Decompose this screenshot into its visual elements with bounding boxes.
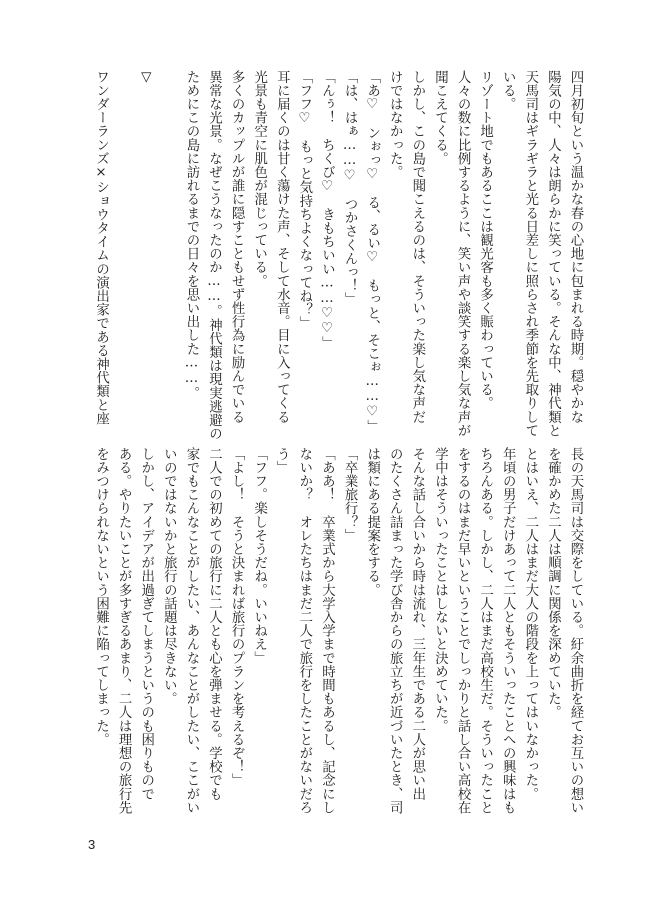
page-number: 3 (88, 837, 96, 852)
text-line: をするのはまだ早いということでしっかりと話し合い高校在 (455, 447, 471, 815)
text-line: ないか？ オレたちはまだ二人で旅行をしたことがないだろ (296, 447, 312, 815)
text-line: 異常な光景。なぜこうなったのか……。神代類は現実逃避の (206, 70, 222, 441)
text-line: のたくさん詰まった学び舎からの旅立ちが近づいたとき、司 (387, 447, 403, 815)
text-line: しかし、この島で聞こえるのは、そういった楽し気な声だ (409, 70, 425, 424)
text-line: 天馬司はギラギラと光る日差しに照らされ季節を先取りして (522, 70, 538, 438)
text-line: 光景も青空に肌色が混じっている。 (251, 70, 267, 288)
text-line: しかし、アイデアが出過ぎてしまうというのも困りもので (138, 447, 154, 801)
text-line: ちろんある。しかし、二人はまだ高校生だ。そういったこと (477, 447, 493, 815)
text-line: 多くのカップルが誰に隠すこともせず性行為に励んでいる (229, 70, 245, 424)
text-line: 耳に届くのは甘く蕩けた声、そして水音。目に入ってくる (274, 70, 290, 424)
text-line: けではなかった。 (387, 70, 403, 179)
text-line: う」 (274, 447, 290, 475)
text-line: 四月初旬という温かな春の心地に包まれる時期。穏やかな (568, 70, 583, 424)
text-line: 「卒業旅行？」 (342, 447, 358, 543)
text-line: いる。 (500, 70, 516, 111)
text-line: 「んぅ！ ちくび♡ きもちいい……♡♡」 (319, 70, 335, 350)
text-line: ▽ (138, 70, 154, 86)
text-line: 「ああ！ 卒業式から大学入学まで時間もあるし、記念にし (319, 447, 335, 815)
text-line: 聞こえてくる。 (432, 70, 448, 166)
text-line: 「フフ。楽しそうだね。いいねえ」 (251, 447, 267, 665)
text-line: そんな話し合いから時は流れ、三年生である二人が思い出 (409, 447, 425, 801)
text-line: 二人での初めての旅行に二人とも心を弾ませる。学校でも (206, 447, 222, 801)
text-line: リゾート地でもあるここは観光客も多く賑わっている。 (477, 70, 493, 410)
lower-text-block (89, 447, 586, 814)
text-line: は類にある提案をする。 (364, 447, 380, 597)
text-line: 学中はそういったことはしないと決めていた。 (432, 447, 448, 733)
text-line: 陽気の中、人々は朗らかに笑っている。そんな中、神代類と (545, 70, 561, 438)
text-line: 「あ♡ ンぉっ♡ る、るい♡ もっと、そこぉ……♡」 (364, 70, 380, 434)
upper-text-block (89, 70, 586, 440)
text-line: 家でもこんなことがしたい、あんなことがしたい、ここがい (183, 447, 199, 815)
text-line: を確かめた二人は順調に関係を深めていた。 (545, 447, 561, 719)
text-line: 「フフ♡ もっと気持ちよくなってね？」 (296, 70, 312, 330)
text-line: とはいえ、二人はまだ大人の階段を上ってはいなかった。 (522, 447, 538, 801)
text-line: いのではないかと旅行の話題は尽きない。 (161, 447, 177, 706)
text-line: 人々の数に比例するように、笑い声や談笑する楽し気な声が (455, 70, 471, 438)
text-line: 「よし！ そうと決まれば旅行のプランを考えるぞ！」 (229, 447, 245, 787)
text-line: 長の天馬司は交際をしている。紆余曲折を経てお互いの想い (568, 447, 583, 815)
text-line (157, 70, 180, 440)
text-line: 「は、はぁ……♡ つかさくんっ！」 (342, 70, 358, 306)
text-line (112, 70, 135, 440)
text-line: ある。やりたいことが多すぎるあまり、二人は理想の旅行先 (116, 447, 132, 815)
text-line: ためにこの島に訪れるまでの日々を思い出した……。 (183, 70, 199, 400)
text-line: ワンダーランズ×ショウタイムの演出家である神代類と座 (93, 70, 109, 426)
text-line: 年頃の男子だけあって二人ともそういったことへの興味はも (500, 447, 516, 815)
text-line: をみつけられないという困難に陥ってしまった。 (93, 447, 109, 747)
